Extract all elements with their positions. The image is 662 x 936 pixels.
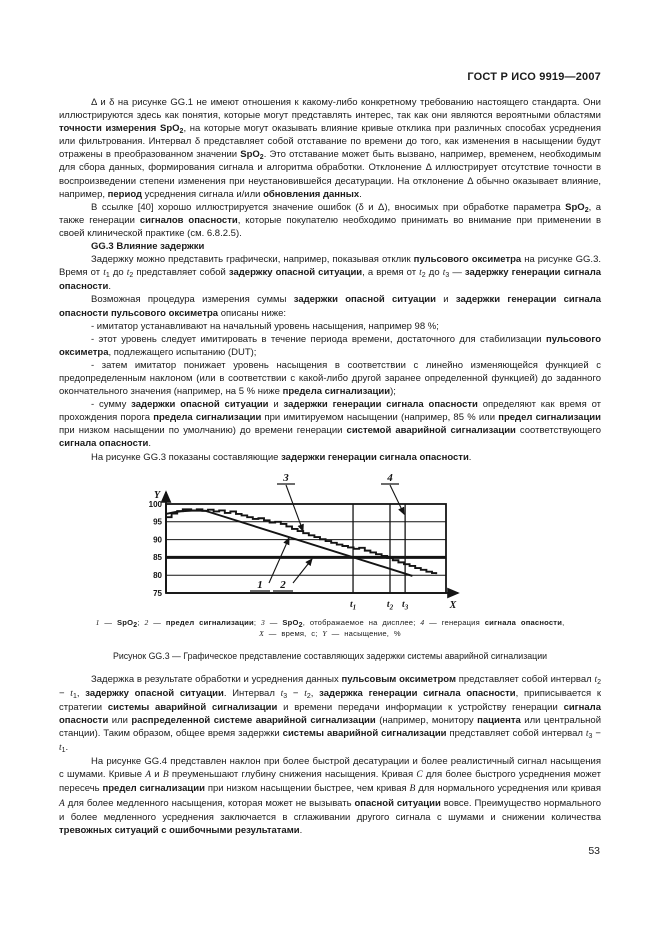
svg-text:85: 85 (153, 552, 162, 562)
x-axis-label: X (449, 599, 457, 611)
paragraph: Δ и δ на рисунке GG.1 не имеют отношения к какому-либо конкретному требованию настоящего стандарта. Они иллюстрируются здесь как понятия, которые могут представлять интерес, так как они являются вероятными областями точности измерения SpO$_2$, на которые могут оказывать влияние кривые отклика при различных способах усреднения или фильтрования. Интервал δ представляет собой отставание по времени до того, как изменения в насыщении будут отражены в преобразованном значении SpO$_2$. Это отставание может быть вызвано, например, временем, необходимым для сбора данных, формирования сигнала и алгоритма обработки. Отклонение Δ иллюстрирует отсутствие точности в воспроизведении степени изменения при неустановившейся десатурации. На отклонение Δ обычно оказывает влияние, например, период усреднения сигнала и/или обновления данных. (59, 97, 602, 200)
callout-2: 2 (280, 578, 286, 591)
svg-text:95: 95 (153, 517, 162, 527)
spo2-ramp-line (166, 510, 412, 575)
figure-gg3-chart (136, 467, 566, 617)
callout-3: 3 (283, 471, 289, 484)
svg-text:90: 90 (153, 535, 162, 545)
figure-legend-line2: X — время, с; Y — насыщение, % (259, 629, 401, 639)
paragraph: На рисунке GG.3 показаны составляющие задержки генерации сигнала опасности. (91, 451, 472, 463)
svg-text:75: 75 (153, 588, 162, 598)
list-item: - сумму задержки опасной ситуации и задержки генерации сигнала опасности определяют как время от прохождения порога предела сигнализации при имитируемом насыщении (например, 85 % или предел сигнализации при низком насыщении по умолчанию) до времени генерации системой аварийной сигнализации соответствующего сигнала опасности. (59, 399, 601, 450)
svg-text:100: 100 (148, 499, 162, 509)
figure-legend-line1: 1 — SpO$_2$; 2 — предел сигнализации; 3 — SpO$_2$, отображаемое на дисплее; 4 — генерация сигнала опасности, (95, 617, 565, 629)
paragraph: В ссылке [40] хорошо иллюстрируется значение ошибок (δ и Δ), вносимых при обработке параметра SpO$_2$, а также генерации сигналов опасности, которые покупателю необходимо принимать во внимание при применении в своей клинической практике (см. 6.8.2.5). (59, 201, 602, 239)
page-number: 53 (588, 845, 600, 857)
paragraph: Задержку можно представить графически, например, показывая отклик пульсового оксиметра на рисунке GG.3. Время от $t_1$ до $t_2$ представляет собой задержку опасной ситуации, а время от $t_2$ до $t_3$ — задержку генерации сигнала опасности. (59, 254, 602, 293)
figure-caption: Рисунок GG.3 — Графическое представление составляющих задержки системы аварийной сигнализации (112, 650, 548, 661)
section-heading: GG.3 Влияние задержки (91, 241, 205, 253)
document-body (59, 96, 601, 837)
svg-text:80: 80 (153, 570, 162, 580)
list-item: - затем имитатор понижает уровень насыщения в соответствии с линейно изменяющейся функцией с предопределенным наклоном (или в соответствии с какой-либо другой заранее определенной функцией) до заданного окончательного значения (например, на 5 % ниже предела сигнализации); (59, 359, 601, 398)
text-after-figure (59, 673, 601, 837)
paragraph: Возможная процедура измерения суммы задержки опасной ситуации и задержки генерации сигнала опасности пульсового оксиметра описаны ниже: (59, 294, 602, 319)
callout-1: 1 (257, 578, 263, 591)
y-axis-label: Y (153, 489, 161, 501)
svg-text:t2: $t_2$ (386, 599, 394, 612)
list-item: - имитатор устанавливают на начальный уровень насыщения, например 98 %; (91, 320, 439, 332)
standard-number-header: ГОСТ Р ИСО 9919—2007 (467, 71, 601, 83)
paragraph: На рисунке GG.4 представлен наклон при более быстрой десатурации и более реалистичный сигнал насыщения с шумами. Кривые А и В преуменьшают глубину снижения насыщения. Кривая С для более быстрого усреднения может пересечь предел сигнализации при низком насыщении быстрее, чем кривая В для нормального усреднения или кривая А для более медленного насыщения, которая может не вызывать опасной ситуации вовсе. Преимущество нормального и более медленного усреднения заключается в сглаживании другого сигнала с шумами и снижении количества тревожных ситуаций с ошибочными результатами. (59, 756, 601, 836)
callout-4: 4 (387, 471, 393, 484)
svg-text:t3: $t_3$ (402, 599, 409, 612)
figure-gg3 (59, 467, 601, 663)
paragraph: Задержка в результате обработки и усреднения данных пульсовым оксиметром представляет собой интервал $t_2 - t_1$, задержку опасной ситуации. Интервал $t_3 - t_2$, задержка генерации сигнала опасности, приписывается к стратегии системы аварийной сигнализации и времени передачи информации к устройству генерации сигнала опасности или распределенной системе аварийной сигнализации (например, монитору пациента или центральной станции). Таким образом, общее время задержки системы аварийной сигнализации представляет собой интервал $t_3 - t_1$. (59, 673, 602, 755)
list-item: - этот уровень следует имитировать в течение периода времени, достаточного для стабилизации пульсового оксиметра, подлежащего испытанию (DUT); (59, 333, 601, 358)
svg-text:t1: $t_1$ (349, 599, 357, 612)
text-before-figure (59, 96, 601, 464)
